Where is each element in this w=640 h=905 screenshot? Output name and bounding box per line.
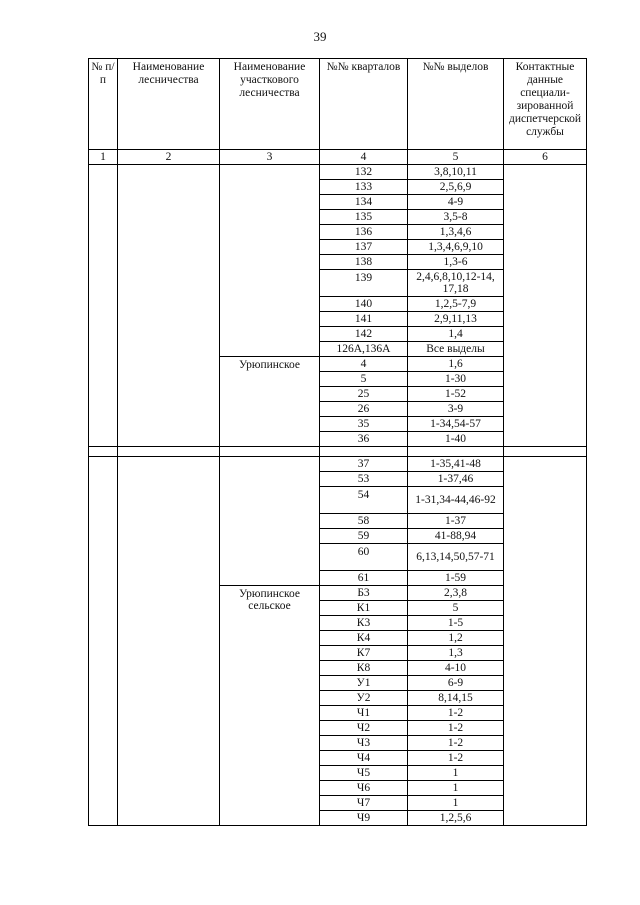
table-row <box>89 457 587 472</box>
quarter-cell: 60 <box>320 544 408 571</box>
forest-quarters-table <box>88 58 587 826</box>
quarter-cell: Б3 <box>320 586 408 601</box>
district-cell-empty <box>220 165 320 357</box>
separator-cell <box>408 447 504 457</box>
quarter-cell: 26 <box>320 402 408 417</box>
quarter-cell: 5 <box>320 372 408 387</box>
quarter-cell: Ч9 <box>320 811 408 826</box>
page-number: 39 <box>313 29 327 44</box>
index-cell <box>89 457 118 826</box>
column-number: 3 <box>220 150 320 165</box>
allotment-cell: 1-35,41-48 <box>408 457 504 472</box>
index-cell <box>89 165 118 447</box>
quarter-cell: 141 <box>320 312 408 327</box>
allotment-cell: 4-10 <box>408 661 504 676</box>
allotment-cell: 1-59 <box>408 571 504 586</box>
quarter-cell: Ч3 <box>320 736 408 751</box>
quarter-cell: К4 <box>320 631 408 646</box>
column-number: 5 <box>408 150 504 165</box>
quarter-cell: 138 <box>320 255 408 270</box>
contacts-cell <box>504 165 587 447</box>
quarter-cell: 36 <box>320 432 408 447</box>
allotment-cell: 1,3 <box>408 646 504 661</box>
quarter-cell: К7 <box>320 646 408 661</box>
quarter-cell: 133 <box>320 180 408 195</box>
allotment-cell: 1 <box>408 796 504 811</box>
separator-cell <box>118 447 220 457</box>
header-forestry: Наименование лесничества <box>118 59 220 150</box>
district-cell-empty <box>220 457 320 586</box>
quarter-cell: 61 <box>320 571 408 586</box>
allotment-cell: 41-88,94 <box>408 529 504 544</box>
allotment-cell: 1 <box>408 766 504 781</box>
quarter-cell: Ч7 <box>320 796 408 811</box>
quarter-cell: 4 <box>320 357 408 372</box>
quarter-cell: 59 <box>320 529 408 544</box>
allotment-cell: 1-40 <box>408 432 504 447</box>
allotment-cell: 8,14,15 <box>408 691 504 706</box>
header-row <box>89 59 587 150</box>
quarter-cell: 136 <box>320 225 408 240</box>
allotment-cell: 1-37 <box>408 514 504 529</box>
allotment-cell: 5 <box>408 601 504 616</box>
quarter-cell: К8 <box>320 661 408 676</box>
allotment-cell: 4-9 <box>408 195 504 210</box>
quarter-cell: У2 <box>320 691 408 706</box>
allotment-cell: 1,4 <box>408 327 504 342</box>
quarter-cell: К3 <box>320 616 408 631</box>
column-number-row <box>89 150 587 165</box>
separator-cell <box>89 447 118 457</box>
quarter-cell: 126А,136А <box>320 342 408 357</box>
allotment-cell: 6,13,14,50,57-71 <box>408 544 504 571</box>
header-quarters: №№ кварталов <box>320 59 408 150</box>
allotment-cell: 1,2,5,6 <box>408 811 504 826</box>
header-allotments: №№ выделов <box>408 59 504 150</box>
quarter-cell: 139 <box>320 270 408 297</box>
allotment-cell: 1,3,4,6 <box>408 225 504 240</box>
quarter-cell: Ч1 <box>320 706 408 721</box>
column-number: 6 <box>504 150 587 165</box>
forestry-cell <box>118 457 220 826</box>
allotment-cell: 1-30 <box>408 372 504 387</box>
allotment-cell: 1,2 <box>408 631 504 646</box>
quarter-cell: 53 <box>320 472 408 487</box>
separator-cell <box>320 447 408 457</box>
allotment-cell: 2,5,6,9 <box>408 180 504 195</box>
quarter-cell: Ч2 <box>320 721 408 736</box>
allotment-cell: 2,4,6,8,10,12-14, 17,18 <box>408 270 504 297</box>
quarter-cell: 137 <box>320 240 408 255</box>
allotment-cell: 1-2 <box>408 736 504 751</box>
contacts-cell <box>504 457 587 826</box>
allotment-cell: 1-2 <box>408 706 504 721</box>
header-district-forestry: Наименование участкового лесничества <box>220 59 320 150</box>
allotment-cell: 1 <box>408 781 504 796</box>
quarter-cell: 25 <box>320 387 408 402</box>
allotment-cell: 1-37,46 <box>408 472 504 487</box>
quarter-cell: Ч5 <box>320 766 408 781</box>
district-name-cell: Урюпинское сельское <box>220 586 320 826</box>
allotment-cell: 1-52 <box>408 387 504 402</box>
allotment-cell: 3,5-8 <box>408 210 504 225</box>
quarter-cell: 134 <box>320 195 408 210</box>
allotment-cell: 1-2 <box>408 751 504 766</box>
header-contacts: Контактные данные специали-зированной диспетчерской службы <box>504 59 587 150</box>
district-name-cell: Урюпинское <box>220 357 320 447</box>
separator-cell <box>220 447 320 457</box>
allotment-cell: 2,3,8 <box>408 586 504 601</box>
column-number: 2 <box>118 150 220 165</box>
allotment-cell: 1,6 <box>408 357 504 372</box>
allotment-cell: 1-34,54-57 <box>408 417 504 432</box>
quarter-cell: 140 <box>320 297 408 312</box>
allotment-cell: Все выделы <box>408 342 504 357</box>
allotment-cell: 1,2,5-7,9 <box>408 297 504 312</box>
allotment-cell: 1-31,34-44,46-92 <box>408 487 504 514</box>
allotment-cell: 3-9 <box>408 402 504 417</box>
quarter-cell: 135 <box>320 210 408 225</box>
quarter-cell: 58 <box>320 514 408 529</box>
allotment-cell: 1-2 <box>408 721 504 736</box>
quarter-cell: 132 <box>320 165 408 180</box>
quarter-cell: 142 <box>320 327 408 342</box>
allotment-cell: 6-9 <box>408 676 504 691</box>
allotment-cell: 1-5 <box>408 616 504 631</box>
quarter-cell: К1 <box>320 601 408 616</box>
quarter-cell: 37 <box>320 457 408 472</box>
separator-cell <box>504 447 587 457</box>
allotment-cell: 1,3-6 <box>408 255 504 270</box>
allotment-cell: 2,9,11,13 <box>408 312 504 327</box>
column-number: 4 <box>320 150 408 165</box>
table-row <box>89 165 587 180</box>
quarter-cell: 35 <box>320 417 408 432</box>
quarter-cell: 54 <box>320 487 408 514</box>
allotment-cell: 3,8,10,11 <box>408 165 504 180</box>
quarter-cell: У1 <box>320 676 408 691</box>
allotment-cell: 1,3,4,6,9,10 <box>408 240 504 255</box>
forestry-cell <box>118 165 220 447</box>
quarter-cell: Ч4 <box>320 751 408 766</box>
table-body <box>89 59 587 826</box>
group-separator-row <box>89 447 587 457</box>
quarter-cell: Ч6 <box>320 781 408 796</box>
header-index: № п/п <box>89 59 118 150</box>
column-number: 1 <box>89 150 118 165</box>
